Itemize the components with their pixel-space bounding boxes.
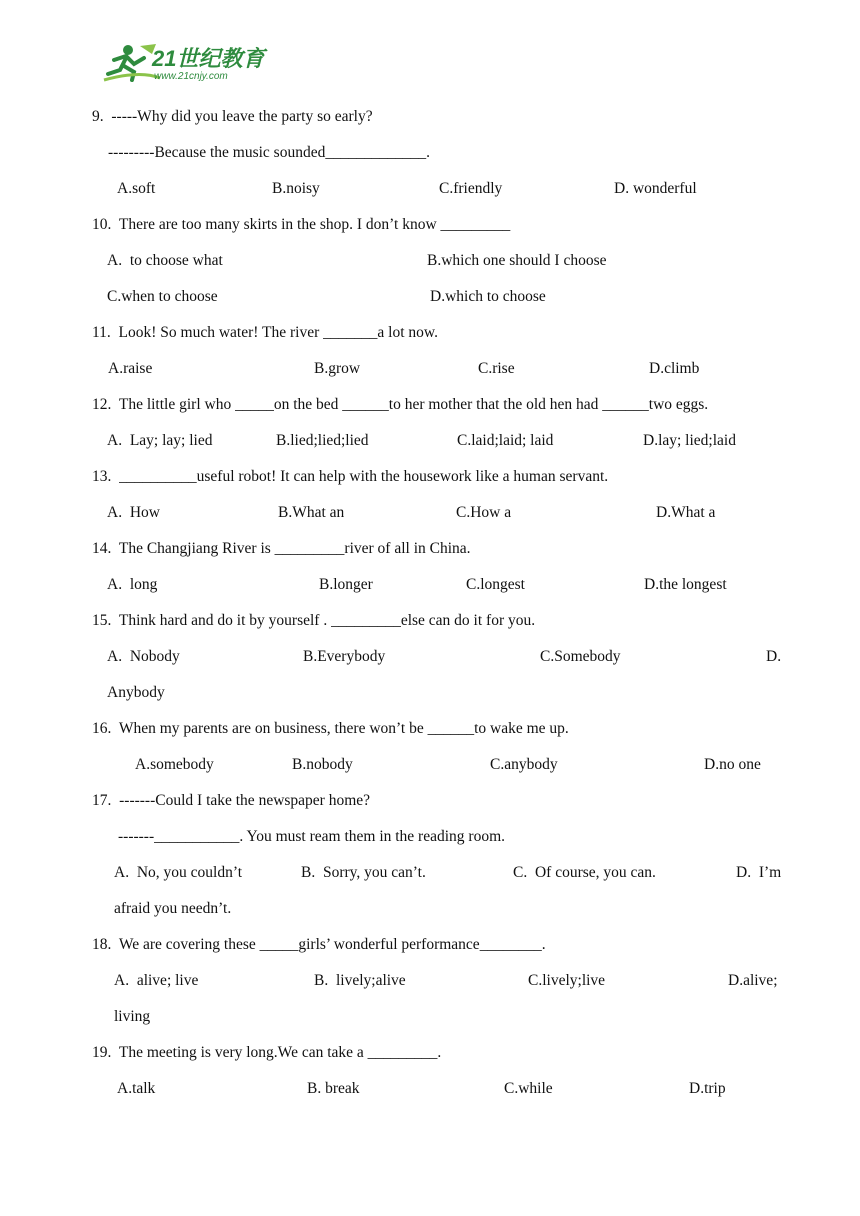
- option-13-a: A. How: [107, 504, 160, 521]
- question-9-stem: 9. -----Why did you leave the party so early?: [92, 108, 373, 125]
- option-10-d: D.which to choose: [430, 288, 546, 305]
- svg-text:21世纪教育: 21世纪教育: [152, 46, 265, 71]
- option-10-c: C.when to choose: [107, 288, 218, 305]
- question-17-stem-2: -------___________. You must ream them in the reading room.: [118, 828, 506, 845]
- option-16-a: A.somebody: [135, 756, 214, 773]
- option-11-b: B.grow: [314, 360, 361, 377]
- option-17-d-continued: afraid you needn’t.: [114, 900, 232, 917]
- option-17-d: D. I’m: [736, 864, 782, 881]
- option-14-b: B.longer: [319, 576, 373, 593]
- option-11-c: C.rise: [478, 360, 515, 377]
- option-15-b: B.Everybody: [303, 648, 386, 665]
- option-12-b: B.lied;lied;lied: [276, 432, 369, 449]
- option-10-a: A. to choose what: [107, 252, 223, 269]
- option-16-b: B.nobody: [292, 756, 353, 773]
- option-15-d: D.: [766, 648, 782, 665]
- option-17-b: B. Sorry, you can’t.: [301, 864, 426, 881]
- option-14-c: C.longest: [466, 576, 525, 593]
- question-15-stem: 15. Think hard and do it by yourself . _________else can do it for you.: [92, 612, 536, 629]
- option-17-c: C. Of course, you can.: [513, 864, 656, 881]
- option-13-d: D.What a: [656, 504, 716, 521]
- option-18-c: C.lively;live: [528, 972, 606, 989]
- question-16-stem: 16. When my parents are on business, there won’t be ______to wake me up.: [92, 720, 569, 737]
- option-18-b: B. lively;alive: [314, 972, 406, 989]
- question-14-stem: 14. The Changjiang River is _________river of all in China.: [92, 540, 471, 557]
- option-9-d: D. wonderful: [614, 180, 697, 197]
- option-14-d: D.the longest: [644, 576, 727, 593]
- option-15-d-continued: Anybody: [107, 684, 165, 701]
- question-9-stem-2: ---------Because the music sounded_____________.: [108, 144, 430, 161]
- option-15-c: C.Somebody: [540, 648, 621, 665]
- option-18-d: D.alive;: [728, 972, 778, 989]
- option-9-c: C.friendly: [439, 180, 503, 197]
- option-12-d: D.lay; lied;laid: [643, 432, 736, 449]
- question-18-stem: 18. We are covering these _____girls’ wonderful performance________.: [92, 936, 546, 953]
- site-logo: [100, 40, 270, 84]
- option-12-c: C.laid;laid; laid: [457, 432, 554, 449]
- question-13-stem: 13. __________useful robot! It can help with the housework like a human servant.: [92, 468, 609, 485]
- option-12-a: A. Lay; lay; lied: [107, 432, 213, 449]
- option-19-b: B. break: [307, 1080, 360, 1097]
- logo-graphic: [100, 40, 270, 84]
- option-16-d: D.no one: [704, 756, 761, 773]
- option-13-c: C.How a: [456, 504, 512, 521]
- option-17-a: A. No, you couldn’t: [114, 864, 243, 881]
- option-19-c: C.while: [504, 1080, 553, 1097]
- option-13-b: B.What an: [278, 504, 345, 521]
- option-10-b: B.which one should I choose: [427, 252, 607, 269]
- question-17-stem: 17. -------Could I take the newspaper home?: [92, 792, 371, 809]
- option-18-a: A. alive; live: [114, 972, 199, 989]
- question-12-stem: 12. The little girl who _____on the bed ______to her mother that the old hen had ______two eggs.: [92, 396, 709, 413]
- option-9-b: B.noisy: [272, 180, 320, 197]
- question-11-stem: 11. Look! So much water! The river _______a lot now.: [92, 324, 438, 341]
- option-15-a: A. Nobody: [107, 648, 180, 665]
- svg-text:www.21cnjy.com: www.21cnjy.com: [154, 71, 228, 82]
- option-19-d: D.trip: [689, 1080, 726, 1097]
- question-10-stem: 10. There are too many skirts in the shop. I don’t know _________: [92, 216, 511, 233]
- option-11-d: D.climb: [649, 360, 700, 377]
- question-19-stem: 19. The meeting is very long.We can take a _________.: [92, 1044, 442, 1061]
- option-14-a: A. long: [107, 576, 158, 593]
- option-16-c: C.anybody: [490, 756, 558, 773]
- option-9-a: A.soft: [117, 180, 156, 197]
- option-18-d-continued: living: [114, 1008, 151, 1025]
- option-19-a: A.talk: [117, 1080, 156, 1097]
- option-11-a: A.raise: [108, 360, 153, 377]
